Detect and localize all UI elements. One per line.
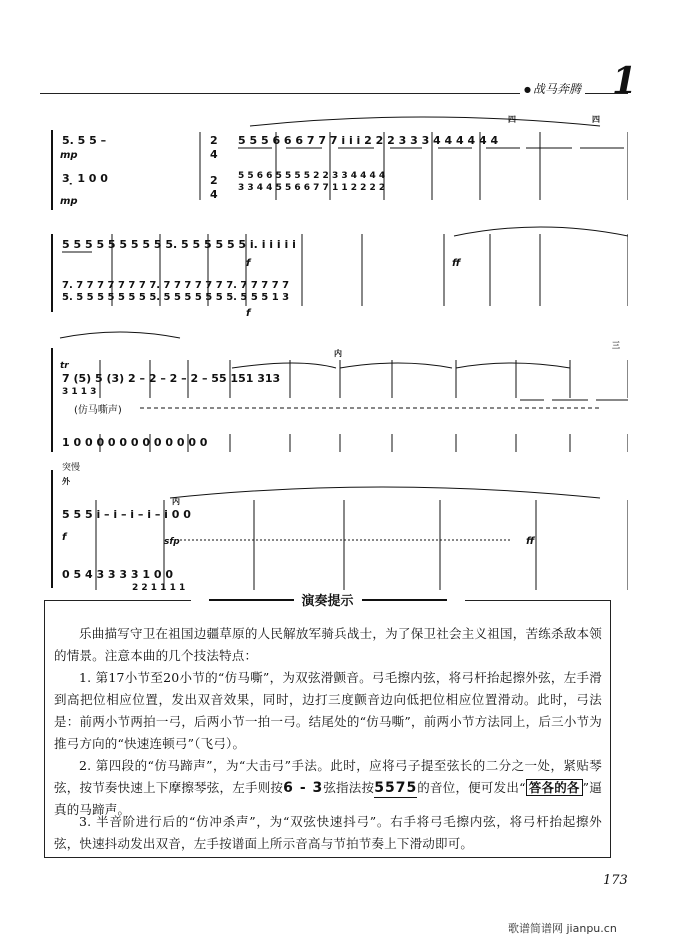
- svg-text:1 0 0 0 0 0 0 0 0: 1 0 0 0 0 0 0 0 0 0 0 0 0: [62, 436, 208, 449]
- svg-text:四: 四: [592, 115, 600, 124]
- dynamic-f-3: f: [62, 532, 67, 543]
- svg-text:外: 外: [62, 477, 70, 486]
- svg-text:7. 7 7 7 7 7 7 7 7. 7 7 7: 7. 7 7 7 7 7 7 7 7. 7 7 7 7 7 7 7. 7 7 7 7 7: [62, 280, 290, 291]
- horse-neigh-annotation: (仿马嘶声): [74, 405, 122, 416]
- tips-title: 演奏提示: [190, 590, 464, 609]
- svg-text:4: 4: [210, 148, 218, 161]
- svg-text:4: 4: [210, 188, 218, 201]
- system1-upper-notes: 5. 5 5 –: [62, 134, 107, 147]
- dynamic-f-2: f: [246, 308, 251, 319]
- time-sig-1: 2: [210, 134, 218, 147]
- dynamic-sfp: sfp: [164, 537, 180, 547]
- performance-tips-box: [44, 594, 611, 858]
- tips-paragraph-4: 3. 半音阶进行后的“仿冲杀声”，为“双弦快速抖弓”。右手将弓毛擦内弦，将弓杆抬起擦外弦，快速抖动发出双音，左手按谱面上所示音高与节拍节奏上下滑动即可。: [54, 814, 602, 851]
- svg-text:3 3 4 4 5 5 6 6 7 7 1 1: 3 3 4 4 5 5 6 6 7 7 1 1 2 2 2 2: [238, 183, 386, 193]
- tips-paragraph-2: 1. 第17小节至20小节的“仿马嘶”，为双弦滑颤音。弓毛擦内弦，将弓杆抬起擦外弦，左手滑到高把位相应位置，发出双音效果，同时，边打三度颤音边向低把位相应位置滑动。此时，弓法是：前两小节两拍一弓，后两小节一拍一弓。结尾处的“仿马嘶”，前两小节方法同上，后三小节为推弓方向的“快速连顿弓”（飞弓）。: [54, 670, 602, 751]
- svg-text:5 5 5 6 6 6 7 7 7 i i i 2: 5 5 5 6 6 6 7 7 7 i i i 2 2 2 3 3 3 4 4 4 4 4 4: [238, 134, 499, 147]
- music-score: [40, 100, 628, 598]
- svg-text:2: 2: [210, 174, 218, 187]
- svg-text:5 5 5 i – i – i: 5 5 5 i – i – i – i – i 0 0: [62, 508, 191, 521]
- dynamic-mp-2: mp: [60, 196, 78, 207]
- svg-text:3 ̣ 1 0 0: 3 ̣ 1 0 0: [62, 172, 108, 185]
- dynamic-ff-1: ff: [452, 258, 461, 269]
- svg-text:5. 5 5 5 5 5 5 5 5. 5 5 5: 5. 5 5 5 5 5 5 5 5. 5 5 5 5 5 5 5. 5 5 5 1 3: [62, 292, 290, 303]
- notes-string-pair: 6 - 3: [283, 780, 324, 796]
- page-number: 173: [603, 873, 628, 888]
- hoof-onomatopoeia: 答各的各: [526, 779, 583, 796]
- svg-text:5 5 6 6 5 5 5 5 2 2 3 3: 5 5 6 6 5 5 5 5 2 2 3 3 4 4 4 4: [238, 171, 386, 181]
- svg-text:5 5 5 5 5 5 5 5 5 5. 5: 5 5 5 5 5 5 5 5 5 5. 5 5 5 5 5 5 i. i i i i i: [62, 238, 296, 251]
- svg-text:3 1 1 3: 3 1 1 3: [62, 387, 97, 397]
- svg-text:0 5 4 3 3 3 3 1: 0 5 4 3 3 3 3 1 0 0: [62, 568, 174, 581]
- section-mark: 1: [612, 60, 638, 102]
- svg-text:2 2 1 1 1 1: 2 2 1 1 1 1: [132, 583, 186, 593]
- dynamic-mp-1: mp: [60, 150, 78, 161]
- svg-text:四: 四: [508, 115, 516, 124]
- piece-title: ● 战马奔腾: [520, 80, 585, 97]
- tempo-text: 突慢: [62, 463, 81, 473]
- svg-text:内: 内: [334, 349, 342, 358]
- tips-paragraph-1: 乐曲描写守卫在祖国边疆草原的人民解放军骑兵战士，为了保卫社会主义祖国，苦练杀敌本领的情景。注意本曲的几个技法特点：: [54, 626, 602, 663]
- dynamic-f-1: f: [246, 258, 251, 269]
- svg-text:7 (5) 5 (3) 2 – 2 – 2 – 2: 7 (5) 5 (3) 2 – 2 – 2 – 2 – 55 151 313: [62, 372, 281, 385]
- svg-text:内: 内: [172, 497, 180, 506]
- site-watermark: 歌谱简谱网 jianpu.cn: [508, 922, 617, 935]
- svg-text:三: 三: [612, 341, 620, 350]
- notes-hoof-pattern: 5575: [374, 780, 418, 796]
- dynamic-ff-2: ff: [526, 536, 535, 547]
- trill-mark: tr: [60, 361, 69, 371]
- tips-paragraph-3: 2. 第四段的“仿马蹄声”，为“大击弓”手法。此时，应将弓子提至弦长的二分之一处，紧贴琴弦，按节奏快速上下摩擦琴弦，左手则按6 - 3弦指法按5575的音位，便可发出“ 答各的各 ”逼真的马蹄声。: [54, 758, 602, 817]
